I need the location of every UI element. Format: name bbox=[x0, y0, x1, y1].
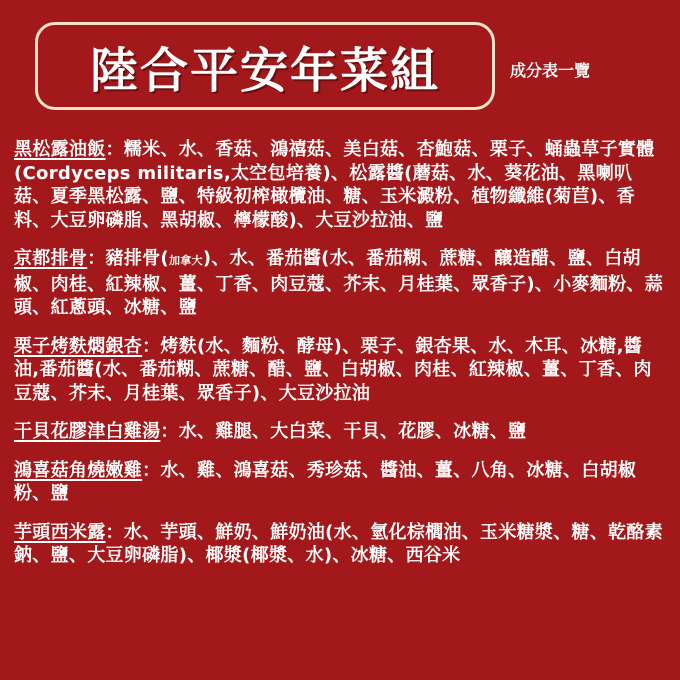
dish-ingredients-pre: 豬排骨( bbox=[105, 248, 169, 269]
dish-name: 京都排骨 bbox=[14, 248, 88, 269]
title-box bbox=[35, 22, 495, 110]
section-scallop-chicken-soup bbox=[14, 420, 666, 444]
dish-colon: ： bbox=[160, 421, 179, 442]
dish-ingredients: 水、芋頭、鮮奶、鮮奶油(水、氫化棕櫚油、玉米糖漿、糖、乾酪素鈉、鹽、大豆卵磷脂)、椰漿(椰漿、水)、冰糖、西谷米 bbox=[14, 521, 664, 566]
page-subtitle: 成分表一覽 bbox=[510, 61, 591, 80]
section-kyoto-ribs bbox=[14, 247, 666, 320]
ingredient-list bbox=[14, 138, 666, 583]
dish-colon: ： bbox=[142, 335, 161, 357]
dish-name: 干貝花膠津白雞湯 bbox=[14, 421, 161, 442]
origin-note: 加拿大 bbox=[168, 254, 203, 267]
dish-ingredients: )、水、番茄醬(水、番茄糊、蔗糖、釀造醋、鹽、白胡椒、肉桂、紅辣椒、薑、丁香、肉豆蔻、芥末、月桂葉、眾香子)、小麥麵粉、蒜頭、紅蔥頭、冰糖、鹽 bbox=[14, 248, 664, 318]
dish-name: 黑松露油飯 bbox=[14, 139, 106, 160]
dish-name: 鴻喜菇角燒嫩雞 bbox=[14, 459, 143, 481]
dish-name: 栗子烤麩燜銀杏 bbox=[14, 335, 143, 357]
dish-colon: ： bbox=[142, 459, 161, 481]
section-taro-sago bbox=[14, 521, 666, 568]
section-mushroom-chicken bbox=[14, 459, 666, 506]
dish-ingredients: 糯米、水、香菇、鴻禧菇、美白菇、杏鮑菇、栗子、蛹蟲草子實體(Cordyceps militaris,太空包培養)、松露醬(蘑菇、水、葵花油、黑喇叭菇、夏季黑松露、鹽、特級初榨橄欖油、糖、玉米澱粉、植物纖維(菊苣)、香料、大豆卵磷脂、黑胡椒、檸檬酸)、大豆沙拉油、鹽 bbox=[14, 139, 655, 231]
dish-ingredients: 烤麩(水、麵粉、酵母)、栗子、銀杏果、水、木耳、冰糖,醬油,番茄醬(水、番茄糊、蔗糖、醋、鹽、白胡椒、肉桂、紅辣椒、薑、丁香、肉豆蔻、芥末、月桂葉、眾香子)、大豆沙拉油 bbox=[14, 335, 652, 404]
dish-ingredients: 水、雞腿、大白菜、干貝、花膠、冰糖、鹽 bbox=[178, 421, 527, 442]
section-black-truffle-rice bbox=[14, 138, 666, 232]
section-chestnut-kaofu bbox=[14, 335, 666, 406]
dish-colon: ： bbox=[87, 248, 106, 269]
dish-colon: ： bbox=[105, 521, 124, 543]
page-title: 陸合平安年菜組 bbox=[89, 42, 440, 99]
dish-name: 芋頭西米露 bbox=[14, 521, 106, 543]
dish-ingredients: 水、雞、鴻喜菇、秀珍菇、醬油、薑、八角、冰糖、白胡椒粉、鹽 bbox=[14, 459, 637, 504]
dish-colon: ： bbox=[105, 139, 124, 160]
